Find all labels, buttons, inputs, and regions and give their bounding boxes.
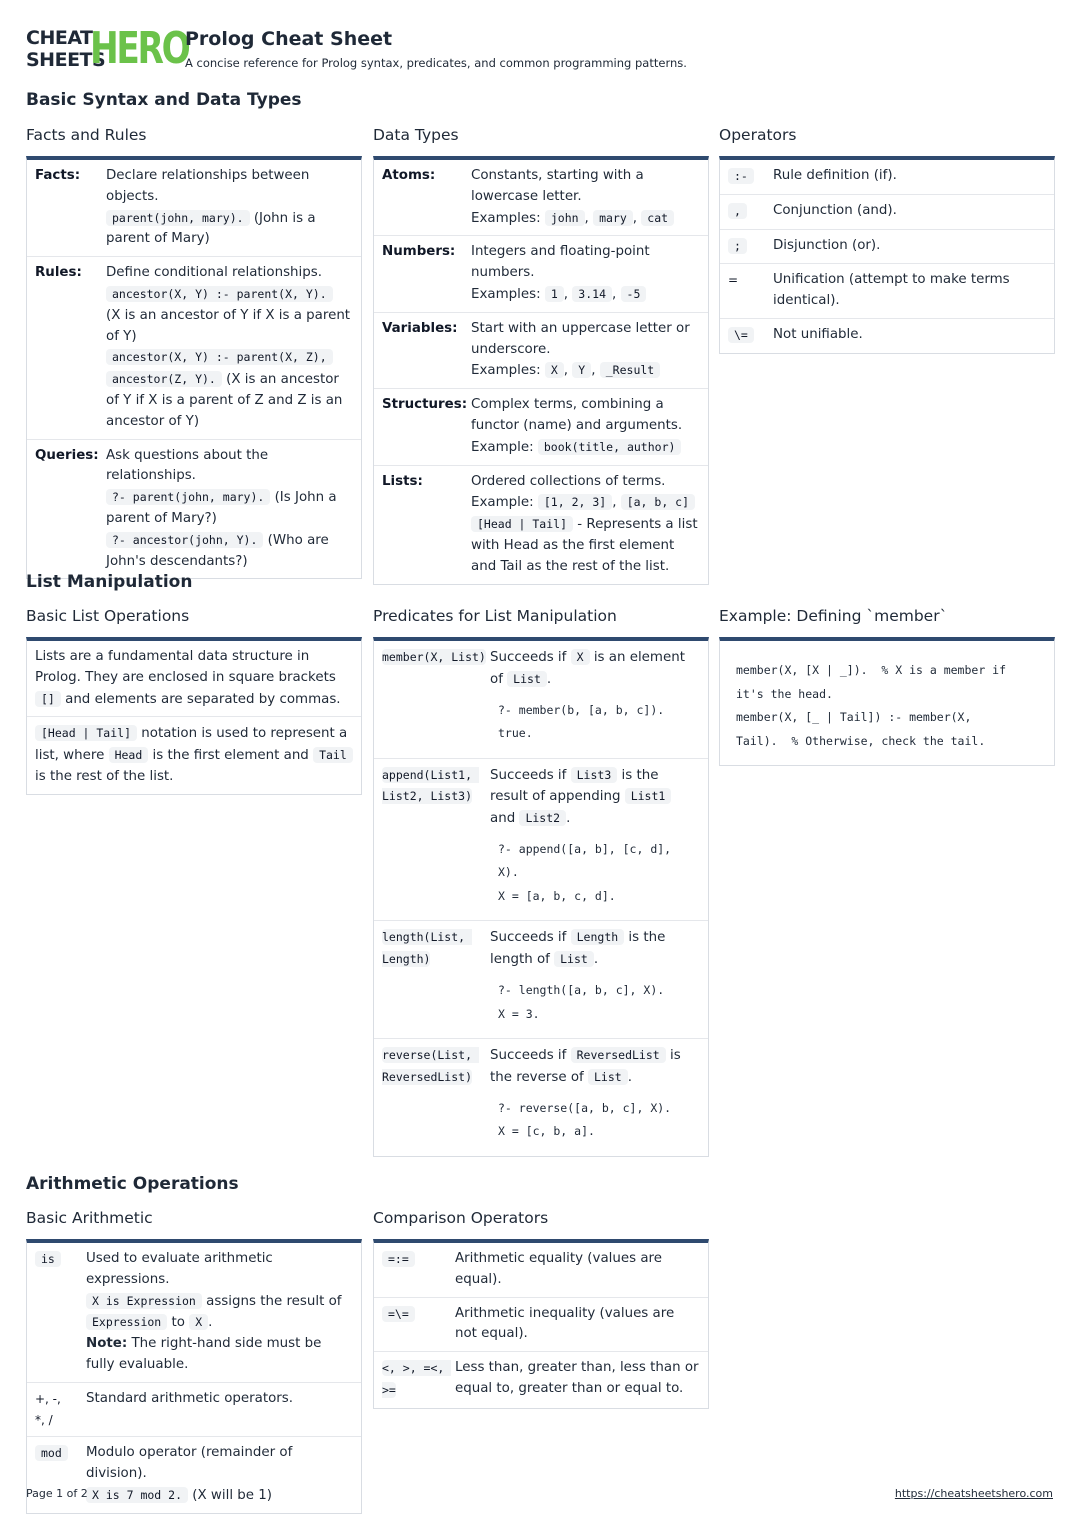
comparison-op — [382, 1358, 455, 1402]
mod-code: X is 7 mod 2. — [86, 1487, 188, 1503]
arith-row-is — [27, 1243, 361, 1383]
comparison-op — [382, 1249, 455, 1291]
predicate-name — [382, 765, 490, 909]
member-code-list: List — [507, 671, 547, 687]
queries-note-2: (Who are John's descendants?) — [106, 532, 329, 569]
variables-text: Start with an uppercase letter or underscore. — [471, 320, 690, 357]
page-number: Page 1 of 2 — [26, 1487, 88, 1500]
facts-definition — [106, 166, 353, 250]
operator-code: :- — [728, 168, 754, 184]
predicate-member-code: member(X, List) — [382, 650, 486, 664]
rules-row — [27, 257, 361, 439]
queries-row — [27, 440, 361, 579]
logo-sheets-text: SHEETS — [26, 49, 106, 71]
succeeds-if-text: Succeeds if — [490, 767, 571, 783]
basic-list-text-1: Lists are a fundamental data structure in Prolog. They are enclosed in square brackets — [35, 649, 336, 685]
queries-note-1: (Is John a parent of Mary?) — [106, 490, 337, 526]
predicate-length-code: length(List, Length) — [382, 930, 473, 967]
rules-term: Rules: — [35, 265, 82, 281]
card-comparison — [373, 1239, 709, 1409]
facts-code: parent(john, mary). — [106, 210, 250, 226]
facts-note: (John is a parent of Mary) — [106, 210, 316, 247]
basic-list-text-3: notation is used to represent a list, where — [35, 726, 348, 764]
operator-symbol — [728, 236, 773, 258]
arith-op: +, -, *, / — [35, 1391, 61, 1427]
predicate-row-member — [374, 641, 708, 759]
lists-definition: Ordered collections of terms. Example: [1, 2, 3] , [a, b, c] [Head | Tail] - Represents a list with Head as the first element and Tail as the rest of the list. — [471, 473, 698, 574]
rules-code-2: ancestor(X, Y) :- parent(X, Z), — [106, 349, 333, 365]
member-text-1: is an element of — [490, 650, 685, 687]
append-code-list2: List2 — [519, 810, 566, 826]
append-code-list1: List1 — [625, 788, 672, 804]
basic-list-text-2: and elements are separated by commas. — [60, 691, 341, 707]
operator-row — [720, 160, 1054, 195]
page-title: Prolog Cheat Sheet — [185, 28, 393, 50]
atoms-definition: Constants, starting with a lowercase letter. Examples: john , mary , cat — [471, 166, 700, 229]
structures-row — [374, 389, 708, 465]
card-title-example-member: Example: Defining `member` — [719, 607, 948, 625]
operator-symbol — [728, 166, 773, 188]
append-example-code: ?- append([a, b], [c, d], X). X = [a, b, c, d]. — [498, 841, 672, 903]
rules-code-1: ancestor(X, Y) :- parent(X, Y). — [106, 286, 333, 302]
facts-text: Declare relationships between objects. — [106, 168, 310, 204]
succeeds-if-text: Succeeds if — [490, 1048, 571, 1064]
arith-row-standard — [27, 1383, 361, 1438]
length-code-list: List — [554, 951, 594, 967]
operator-symbol — [728, 201, 773, 223]
structures-term: Structures: — [382, 397, 468, 413]
numbers-text: Integers and floating-point numbers. — [471, 244, 650, 281]
arith-code-mod: mod — [35, 1445, 68, 1461]
card-operators — [719, 156, 1055, 354]
numbers-examples-label: Examples: — [471, 286, 545, 302]
operator-description: Unification (attempt to make terms identical). — [773, 272, 1010, 309]
predicate-append-code: append(List1, List2, List3) — [382, 767, 479, 804]
arith-description — [86, 1249, 353, 1376]
logo-hero-text: HERO — [90, 23, 189, 74]
operator-symbol — [728, 325, 773, 347]
numbers-term: Numbers: — [382, 244, 456, 260]
variables-row — [374, 313, 708, 389]
arith-description — [86, 1443, 353, 1506]
length-text-1: is the length of — [490, 930, 666, 968]
operator-description: Conjunction (and). — [773, 202, 897, 218]
numbers-code-1: 1 — [545, 286, 564, 302]
logo-cheat-text: CHEAT — [26, 27, 93, 49]
lists-code-2: [a, b, c] — [621, 494, 695, 510]
example-member-code: member(X, [X | _]). % X is a member if it's the head. member(X, [_ | Tail]) :- member(X, Tail). % Otherwise, check the tail. — [736, 663, 1007, 748]
queries-code-2: ?- ancestor(john, Y). — [106, 532, 263, 548]
predicate-name — [382, 1045, 490, 1144]
card-predicates — [373, 637, 709, 1157]
variables-examples-label: Examples: — [471, 363, 545, 379]
atoms-code-1: john — [545, 210, 585, 226]
atoms-code-2: mary — [593, 210, 633, 226]
rules-text: Define conditional relationships. — [106, 265, 323, 281]
reverse-text-2: . — [627, 1069, 632, 1085]
operator-code: ; — [728, 238, 747, 254]
basic-list-paragraph-2 — [27, 717, 361, 793]
basic-list-text-4: is the first element and — [148, 748, 314, 764]
length-example-code: ?- length([a, b, c], X). X = 3. — [498, 983, 665, 1021]
section-title-basic: Basic Syntax and Data Types — [26, 90, 302, 110]
structures-text: Complex terms, combining a functor (name) and arguments. — [471, 397, 683, 433]
variables-code-3: _Result — [600, 362, 660, 378]
reverse-example-code: ?- reverse([a, b, c], X). X = [c, b, a]. — [498, 1100, 672, 1139]
section-title-list: List Manipulation — [26, 572, 193, 592]
rules-definition — [106, 263, 353, 432]
site-link[interactable]: https://cheatsheetshero.com — [894, 1487, 1053, 1500]
basic-list-paragraph-1 — [27, 641, 361, 717]
structures-example-label: Example: — [471, 439, 538, 455]
predicate-description — [490, 765, 700, 909]
append-text-3: . — [566, 811, 571, 827]
predicate-row-length — [374, 921, 708, 1039]
comparison-row — [374, 1243, 708, 1298]
queries-term: Queries: — [35, 447, 99, 463]
card-facts-rules — [26, 156, 362, 579]
is-code-3: X — [189, 1314, 208, 1330]
mod-text-1: Modulo operator (remainder of division). — [86, 1445, 293, 1482]
arith-row-mod — [27, 1437, 361, 1512]
card-basic-arith — [26, 1239, 362, 1514]
operator-row — [720, 319, 1054, 353]
append-code-list3: List3 — [571, 767, 618, 783]
facts-row — [27, 160, 361, 257]
reverse-text-1: is the reverse of — [490, 1048, 681, 1085]
predicate-description — [490, 1045, 700, 1144]
operator-description: Rule definition (if). — [773, 168, 897, 183]
member-example-code: ?- member(b, [a, b, c]). true. — [498, 702, 665, 741]
rules-note-1: (X is an ancestor of Y if X is a parent of Y) — [106, 307, 351, 344]
succeeds-if-text: Succeeds if — [490, 930, 571, 946]
arith-code-is: is — [35, 1251, 61, 1267]
comparison-code: <, >, =<, >= — [382, 1361, 452, 1397]
variables-code-2: Y — [572, 362, 591, 378]
variables-code-1: X — [545, 362, 564, 378]
comparison-row — [374, 1298, 708, 1353]
comparison-row — [374, 1352, 708, 1408]
operator-description: Not unifiable. — [773, 326, 863, 342]
note-text: The right-hand side must be fully evaluable. — [86, 1336, 322, 1372]
queries-text: Ask questions about the relationships. — [106, 447, 269, 484]
atoms-text: Constants, starting with a lowercase letter. — [471, 168, 644, 204]
comparison-code: =:= — [382, 1251, 415, 1267]
mod-text-2: (X will be 1) — [188, 1487, 273, 1503]
lists-row — [374, 466, 708, 584]
lists-code-3: [Head | Tail] — [471, 516, 573, 532]
operator-description: Disjunction (or). — [773, 237, 881, 253]
comparison-description: Less than, greater than, less than or equal to, greater than or equal to. — [455, 1360, 699, 1396]
append-text-1: is the result of appending — [490, 767, 659, 805]
operator-symbol: = — [728, 273, 739, 288]
variables-definition: Start with an uppercase letter or underscore. Examples: X , Y , _Result — [471, 320, 690, 379]
operator-row — [720, 230, 1054, 265]
card-example-member — [719, 637, 1055, 766]
append-text-2: and — [490, 811, 520, 827]
predicate-description — [490, 927, 700, 1026]
card-basic-list — [26, 637, 362, 795]
lists-text: Ordered collections of terms. — [471, 473, 666, 489]
basic-list-code-brackets: [] — [35, 691, 61, 707]
comparison-description: Arithmetic inequality (values are not equal). — [455, 1305, 675, 1342]
page-header — [26, 23, 1056, 74]
lists-term: Lists: — [382, 473, 423, 489]
operator-row — [720, 195, 1054, 230]
basic-list-text-5: is the rest of the list. — [35, 768, 174, 784]
is-text-4: . — [208, 1315, 213, 1331]
succeeds-if-text: Succeeds if — [490, 650, 571, 665]
structures-definition — [471, 395, 700, 458]
numbers-code-3: -5 — [621, 286, 647, 302]
variables-term: Variables: — [382, 320, 458, 336]
is-text-2: assigns the result of — [201, 1293, 342, 1309]
is-text-1: Used to evaluate arithmetic expressions. — [86, 1251, 273, 1287]
comparison-code: =\= — [382, 1306, 415, 1322]
page-subtitle: A concise reference for Prolog syntax, predicates, and common programming patterns. — [185, 56, 687, 70]
operator-code: \= — [728, 327, 754, 343]
atoms-row — [374, 160, 708, 236]
basic-list-code-head: Head — [109, 747, 149, 763]
rules-note-2: (X is an ancestor of Y if X is a parent of Z and Z is an ancestor of Y) — [106, 372, 343, 429]
section-title-arith: Arithmetic Operations — [26, 1174, 239, 1194]
operator-code: , — [728, 203, 747, 219]
predicate-reverse-code: reverse(List, ReversedList) — [382, 1048, 479, 1084]
basic-list-code-headtail: [Head | Tail] — [35, 725, 137, 741]
comparison-op — [382, 1304, 455, 1346]
predicate-row-append — [374, 759, 708, 922]
predicate-description — [490, 647, 700, 746]
numbers-code-2: 3.14 — [572, 286, 612, 302]
queries-code-1: ?- parent(john, mary). — [106, 489, 270, 505]
length-code-length: Length — [571, 929, 625, 945]
predicate-name — [382, 647, 490, 746]
atoms-term: Atoms: — [382, 168, 436, 183]
length-text-2: . — [593, 952, 599, 968]
is-code-2: Expression — [86, 1314, 167, 1330]
reverse-code-list: List — [588, 1069, 628, 1085]
card-title-basic-list: Basic List Operations — [26, 607, 190, 625]
cheatsheetshero-logo[interactable] — [26, 23, 189, 74]
note-label: Note: — [86, 1336, 128, 1352]
lists-note: - Represents a list with Head as the first element and Tail as the rest of the list. — [471, 517, 698, 574]
card-title-basic-arith: Basic Arithmetic — [26, 1209, 153, 1227]
numbers-definition: Integers and floating-point numbers. Examples: 1 , 3.14 , -5 — [471, 244, 650, 302]
basic-list-code-tail: Tail — [313, 747, 353, 763]
atoms-code-3: cat — [641, 210, 674, 226]
predicate-row-reverse — [374, 1039, 708, 1156]
is-code-1: X is Expression — [86, 1293, 202, 1309]
arith-op — [35, 1249, 86, 1376]
arith-description: Standard arithmetic operators. — [86, 1390, 294, 1406]
comparison-description: Arithmetic equality (values are equal). — [455, 1251, 662, 1287]
structures-code: book(title, author) — [538, 439, 682, 455]
card-title-datatypes: Data Types — [373, 126, 459, 144]
reverse-code-reversedlist: ReversedList — [571, 1047, 666, 1063]
card-data-types — [373, 156, 709, 585]
member-code-x: X — [571, 649, 590, 665]
card-title-operators: Operators — [719, 126, 797, 144]
queries-definition — [106, 446, 353, 573]
lists-code-1: [1, 2, 3] — [538, 494, 612, 510]
facts-term: Facts: — [35, 168, 81, 183]
predicate-name — [382, 927, 490, 1026]
is-text-3: to — [167, 1315, 190, 1331]
numbers-row — [374, 236, 708, 312]
card-title-predicates: Predicates for List Manipulation — [373, 607, 617, 625]
card-title-comparison: Comparison Operators — [373, 1209, 549, 1227]
member-text-2: . — [546, 671, 552, 687]
operator-row — [720, 264, 1054, 319]
lists-example-label: Example: — [471, 495, 538, 511]
card-title-facts: Facts and Rules — [26, 126, 147, 144]
rules-code-3: ancestor(Z, Y). — [106, 371, 222, 387]
atoms-examples-label: Examples: — [471, 210, 545, 226]
